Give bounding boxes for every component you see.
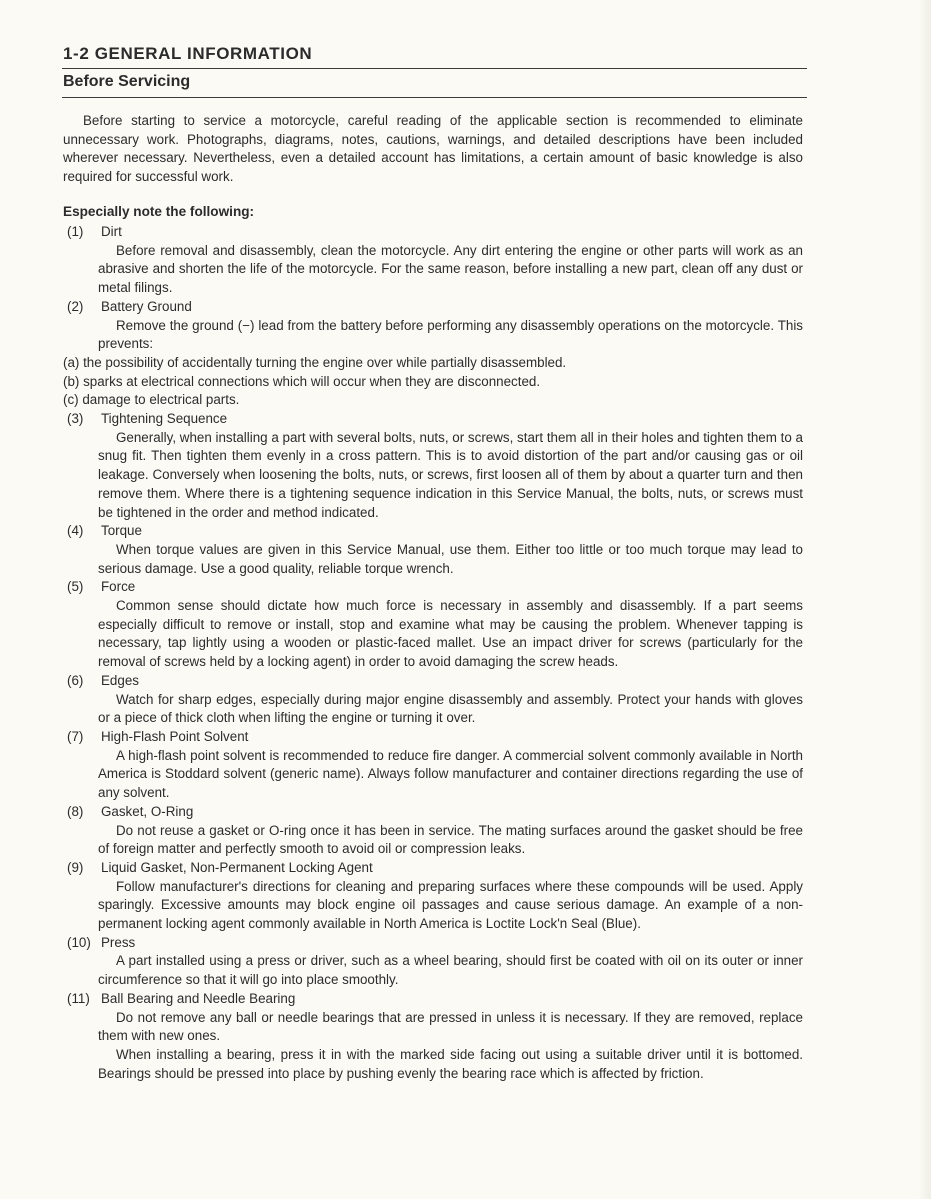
list-item-subpoint: (a) the possibility of accidentally turning the engine over while partially disassembled.	[63, 354, 567, 370]
header-rule	[62, 68, 807, 69]
list-item-number: (2)	[67, 298, 84, 314]
numbered-list	[63, 223, 803, 1083]
list-item-paragraph: A high-flash point solvent is recommended to reduce fire danger. A commercial solvent commonly available in North America is Stoddard solvent (generic name). Always follow manufacturer and container directions regarding the use of any solvent.	[98, 747, 803, 801]
list-item-number: (9)	[67, 859, 84, 875]
list-item-paragraph: Follow manufacturer's directions for cleaning and preparing surfaces where these compounds will be used. Apply sparingly. Excessive amounts may block engine oil passages and cause serious damage. An example of a non-permanent locking agent commonly available in North America is Loctite Lock'n Seal (Blue).	[98, 878, 803, 932]
list-item-paragraph: When torque values are given in this Service Manual, use them. Either too little or too much torque may lead to serious damage. Use a good quality, reliable torque wrench.	[98, 541, 803, 576]
list-item-paragraph: Do not remove any ball or needle bearings that are pressed in unless it is necessary. If they are removed, replace them with new ones.	[98, 1009, 803, 1044]
list-item	[63, 803, 803, 859]
list-item-heading	[63, 728, 803, 747]
list-item-number: (7)	[67, 728, 84, 744]
list-item-number: (3)	[67, 411, 84, 427]
list-item-paragraph: When installing a bearing, press it in with the marked side facing out using a suitable driver until it is bottomed. Bearings should be pressed into place by pushing evenly the bearing race which is affected by friction.	[98, 1046, 803, 1081]
list-item	[63, 522, 803, 578]
list-item-heading	[63, 672, 803, 691]
list-item-heading	[63, 990, 803, 1009]
list-item	[63, 298, 803, 410]
list-item-title: Battery Ground	[101, 298, 192, 314]
list-item-paragraph: Common sense should dictate how much force is necessary in assembly and disassembly. If a part seems especially difficult to remove or install, stop and examine what may be causing the problem. Whenever tapping is necessary, tap lightly using a wooden or plastic-faced mallet. Use an impact driver for screws (particularly for the removal of screws held by a locking agent) in order to avoid damaging the screw heads.	[98, 598, 803, 670]
list-item-title: Gasket, O-Ring	[101, 803, 194, 819]
list-item-title: Dirt	[101, 224, 122, 239]
list-item-heading	[63, 578, 803, 597]
list-item-heading	[63, 298, 803, 317]
note-heading: Especially note the following:	[63, 204, 255, 219]
list-item-title: High-Flash Point Solvent	[101, 728, 249, 744]
list-item-heading	[63, 859, 803, 878]
page-header-title: 1-2 GENERAL INFORMATION	[63, 44, 313, 63]
list-item-title: Ball Bearing and Needle Bearing	[101, 990, 296, 1006]
page-edge-shade	[919, 0, 931, 1199]
list-item-heading	[63, 410, 803, 429]
list-item-title: Torque	[101, 523, 142, 539]
list-item-title: Force	[101, 579, 136, 595]
list-item-paragraph: Generally, when installing a part with several bolts, nuts, or screws, start them all in their holes and tighten them to a snug fit. Then tighten them evenly in a cross pattern. This is to avoid distortion of the part and/or causing gas or oil leakage. Conversely when loosening the bolts, nuts, or screws, first loosen all of them by about a quarter turn and then remove them. Where there is a tightening sequence indication in this Service Manual, the bolts, nuts, or screws must be tightened in the order and method indicated.	[98, 429, 803, 520]
list-item-title: Press	[101, 934, 136, 950]
list-item-subpoint: (b) sparks at electrical connections which will occur when they are disconnected.	[63, 373, 541, 389]
list-item-heading	[63, 223, 803, 242]
list-item-paragraph: Watch for sharp edges, especially during major engine disassembly and assembly. Protect your hands with gloves or a piece of thick cloth when lifting the engine or turning it over.	[98, 691, 803, 726]
list-item-number: (6)	[67, 672, 84, 688]
list-item	[63, 934, 803, 990]
list-item	[63, 728, 803, 803]
list-item-number: (10)	[67, 934, 91, 950]
list-item-number: (5)	[67, 579, 84, 595]
list-item-number: (11)	[67, 990, 90, 1006]
list-item-heading	[63, 522, 803, 541]
list-item-title: Tightening Sequence	[101, 411, 228, 427]
section-title: Before Servicing	[63, 73, 191, 90]
list-item	[63, 223, 803, 298]
list-item-title: Liquid Gasket, Non-Permanent Locking Agent	[101, 859, 373, 875]
list-item	[63, 578, 803, 672]
list-item-subpoint: (c) damage to electrical parts.	[63, 392, 240, 408]
intro-paragraph: Before starting to service a motorcycle, careful reading of the applicable section is recommended to eliminate unnecessary work. Photographs, diagrams, notes, cautions, warnings, and detailed descriptions have been included wherever necessary. Nevertheless, even a detailed account has limitations, a certain amount of basic knowledge is also required for successful work.	[63, 113, 803, 185]
list-item-heading	[63, 803, 803, 822]
section-rule	[62, 97, 807, 98]
list-item-number: (8)	[67, 803, 84, 819]
list-item	[63, 990, 803, 1084]
list-item-title: Edges	[101, 672, 139, 688]
list-item-paragraph: Before removal and disassembly, clean the motorcycle. Any dirt entering the engine or other parts will work as an abrasive and shorten the life of the motorcycle. For the same reason, before installing a new part, clean off any dust or metal filings.	[98, 242, 803, 296]
list-item-paragraph: Do not reuse a gasket or O-ring once it has been in service. The mating surfaces around the gasket should be free of foreign matter and perfectly smooth to avoid oil or compression leaks.	[98, 822, 803, 857]
list-item-number: (4)	[67, 523, 84, 539]
list-item	[63, 410, 803, 522]
list-item	[63, 859, 803, 934]
list-item-paragraph: Remove the ground (−) lead from the battery before performing any disassembly operations on the motorcycle. This prevents:	[98, 317, 803, 352]
list-item-heading	[63, 934, 803, 953]
list-item-paragraph: A part installed using a press or driver, such as a wheel bearing, should first be coated with oil on its outer or inner circumference so that it will go into place smoothly.	[98, 953, 803, 988]
list-item	[63, 672, 803, 728]
list-item-number: (1)	[67, 224, 84, 239]
